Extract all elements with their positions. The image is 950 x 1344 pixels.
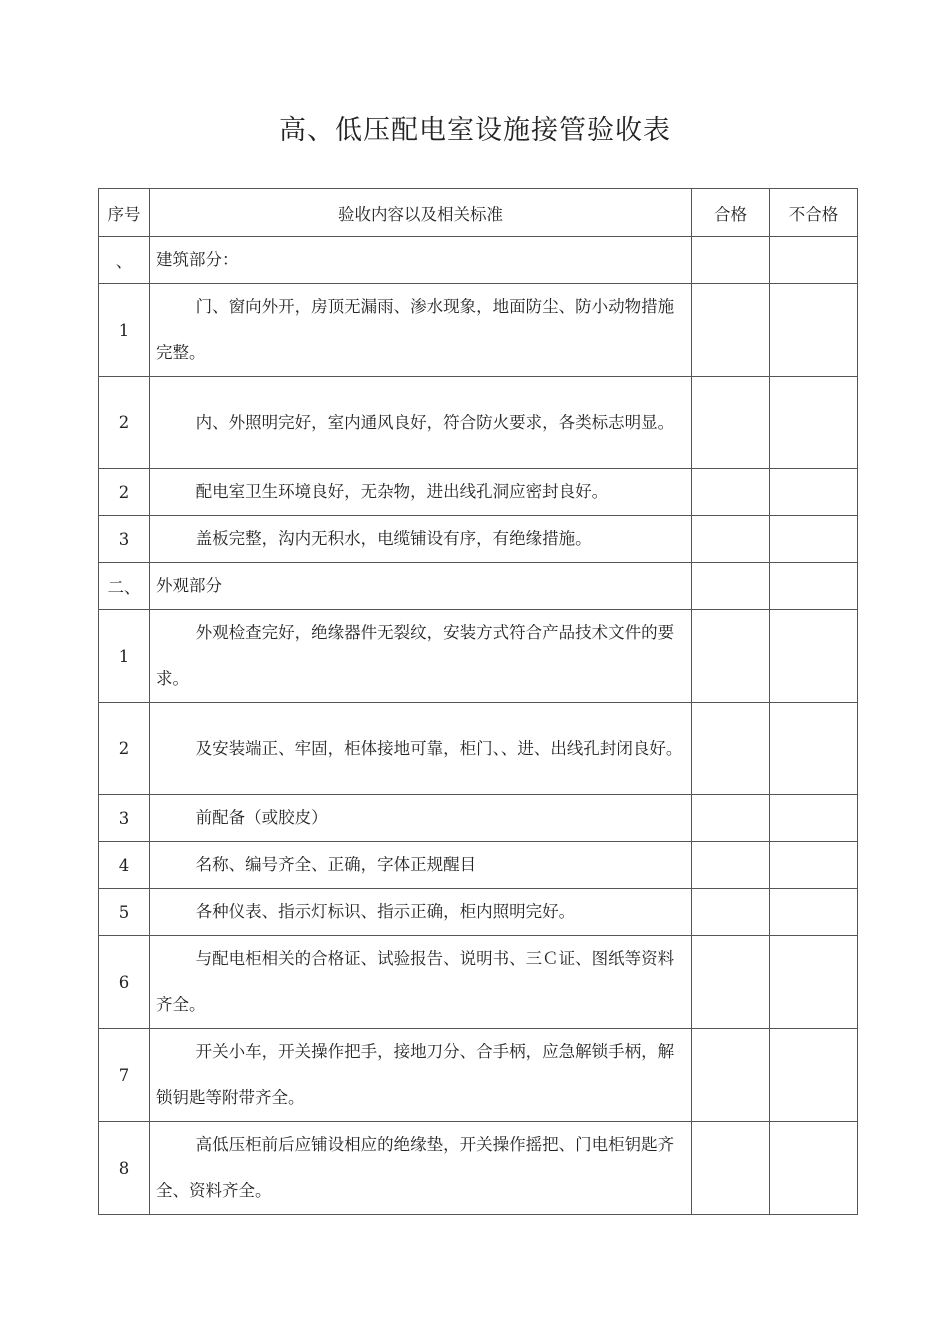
pass-cell[interactable]	[692, 889, 770, 936]
section-row	[99, 563, 858, 610]
row-number: 2	[99, 469, 150, 516]
pass-cell[interactable]	[692, 610, 770, 703]
pass-cell[interactable]	[692, 1029, 770, 1122]
row-content-cell	[150, 237, 692, 284]
fail-cell[interactable]	[770, 889, 858, 936]
pass-cell[interactable]	[692, 516, 770, 563]
row-content: 高低压柜前后应铺设相应的绝缘垫，开关操作摇把、门电柜钥匙齐全、资料齐全。	[156, 1135, 675, 1200]
row-content-cell	[150, 842, 692, 889]
pass-cell[interactable]	[692, 563, 770, 610]
row-content: 前配备（或胶皮）	[195, 808, 328, 827]
fail-cell[interactable]	[770, 516, 858, 563]
row-number: 1	[99, 610, 150, 703]
pass-cell[interactable]	[692, 936, 770, 1029]
table-row	[99, 889, 858, 936]
row-number: 5	[99, 889, 150, 936]
header-fail: 不合格	[770, 189, 858, 237]
row-number: 7	[99, 1029, 150, 1122]
pass-cell[interactable]	[692, 703, 770, 795]
pass-cell[interactable]	[692, 1122, 770, 1215]
row-content: 开关小车，开关操作把手，接地刀分、合手柄，应急解锁手柄，解锁钥匙等附带齐全。	[156, 1042, 675, 1107]
row-content-cell	[150, 377, 692, 469]
fail-cell[interactable]	[770, 1122, 858, 1215]
row-content-cell	[150, 703, 692, 795]
row-content-cell	[150, 469, 692, 516]
acceptance-table	[98, 188, 858, 1215]
header-no: 序号	[99, 189, 150, 237]
fail-cell[interactable]	[770, 795, 858, 842]
row-content-cell	[150, 516, 692, 563]
fail-cell[interactable]	[770, 469, 858, 516]
table-row	[99, 610, 858, 703]
row-content: 与配电柜相关的合格证、试验报告、说明书、三Ｃ证、图纸等资料齐全。	[156, 949, 675, 1014]
row-number: 二、	[99, 563, 150, 610]
pass-cell[interactable]	[692, 469, 770, 516]
table-row	[99, 842, 858, 889]
table-row	[99, 377, 858, 469]
table-row	[99, 795, 858, 842]
row-content-cell	[150, 563, 692, 610]
table-body	[99, 237, 858, 1215]
fail-cell[interactable]	[770, 237, 858, 284]
row-number: 2	[99, 377, 150, 469]
fail-cell[interactable]	[770, 284, 858, 377]
table-row	[99, 1122, 858, 1215]
row-number: 、	[99, 237, 150, 284]
table-row	[99, 1029, 858, 1122]
pass-cell[interactable]	[692, 377, 770, 469]
pass-cell[interactable]	[692, 795, 770, 842]
row-content: 外观检查完好，绝缘器件无裂纹，安装方式符合产品技术文件的要求。	[156, 623, 675, 688]
table-row	[99, 703, 858, 795]
row-content: 名称、编号齐全、正确，字体正规醒目	[195, 855, 477, 874]
fail-cell[interactable]	[770, 703, 858, 795]
row-content: 盖板完整，沟内无积水，电缆铺设有序，有绝缘措施。	[195, 529, 592, 548]
row-content-cell	[150, 795, 692, 842]
section-heading: 建筑部分：	[156, 250, 239, 269]
row-content-cell	[150, 284, 692, 377]
fail-cell[interactable]	[770, 563, 858, 610]
row-number: 6	[99, 936, 150, 1029]
row-number: 1	[99, 284, 150, 377]
fail-cell[interactable]	[770, 936, 858, 1029]
section-row	[99, 237, 858, 284]
row-content: 及安装端正、牢固，柜体接地可靠，柜门、、进、出线孔封闭良好。	[195, 738, 683, 758]
pass-cell[interactable]	[692, 842, 770, 889]
table-row	[99, 516, 858, 563]
pass-cell[interactable]	[692, 284, 770, 377]
row-content-cell	[150, 1029, 692, 1122]
fail-cell[interactable]	[770, 842, 858, 889]
row-content-cell	[150, 936, 692, 1029]
row-number: 2	[99, 703, 150, 795]
document-title: 高、低压配电室设施接管验收表	[279, 115, 671, 146]
table-header-row	[99, 189, 858, 237]
row-content-cell	[150, 1122, 692, 1215]
row-content: 配电室卫生环境良好，无杂物，进出线孔洞应密封良好。	[195, 482, 609, 501]
row-content-cell	[150, 610, 692, 703]
table-row	[99, 284, 858, 377]
row-content: 门、窗向外开，房顶无漏雨、渗水现象，地面防尘、防小动物措施完整。	[156, 297, 675, 362]
fail-cell[interactable]	[770, 1029, 858, 1122]
fail-cell[interactable]	[770, 377, 858, 469]
section-heading: 外观部分	[156, 576, 222, 595]
pass-cell[interactable]	[692, 237, 770, 284]
row-number: 8	[99, 1122, 150, 1215]
row-number: 3	[99, 516, 150, 563]
row-content: 内、外照明完好，室内通风良好，符合防火要求，各类标志明显。	[195, 412, 675, 432]
row-content: 各种仪表、指示灯标识、指示正确，柜内照明完好。	[195, 902, 576, 921]
row-number: 4	[99, 842, 150, 889]
header-pass: 合格	[692, 189, 770, 237]
header-content: 验收内容以及相关标准	[150, 189, 692, 237]
row-number: 3	[99, 795, 150, 842]
table-row	[99, 469, 858, 516]
fail-cell[interactable]	[770, 610, 858, 703]
table-row	[99, 936, 858, 1029]
row-content-cell	[150, 889, 692, 936]
